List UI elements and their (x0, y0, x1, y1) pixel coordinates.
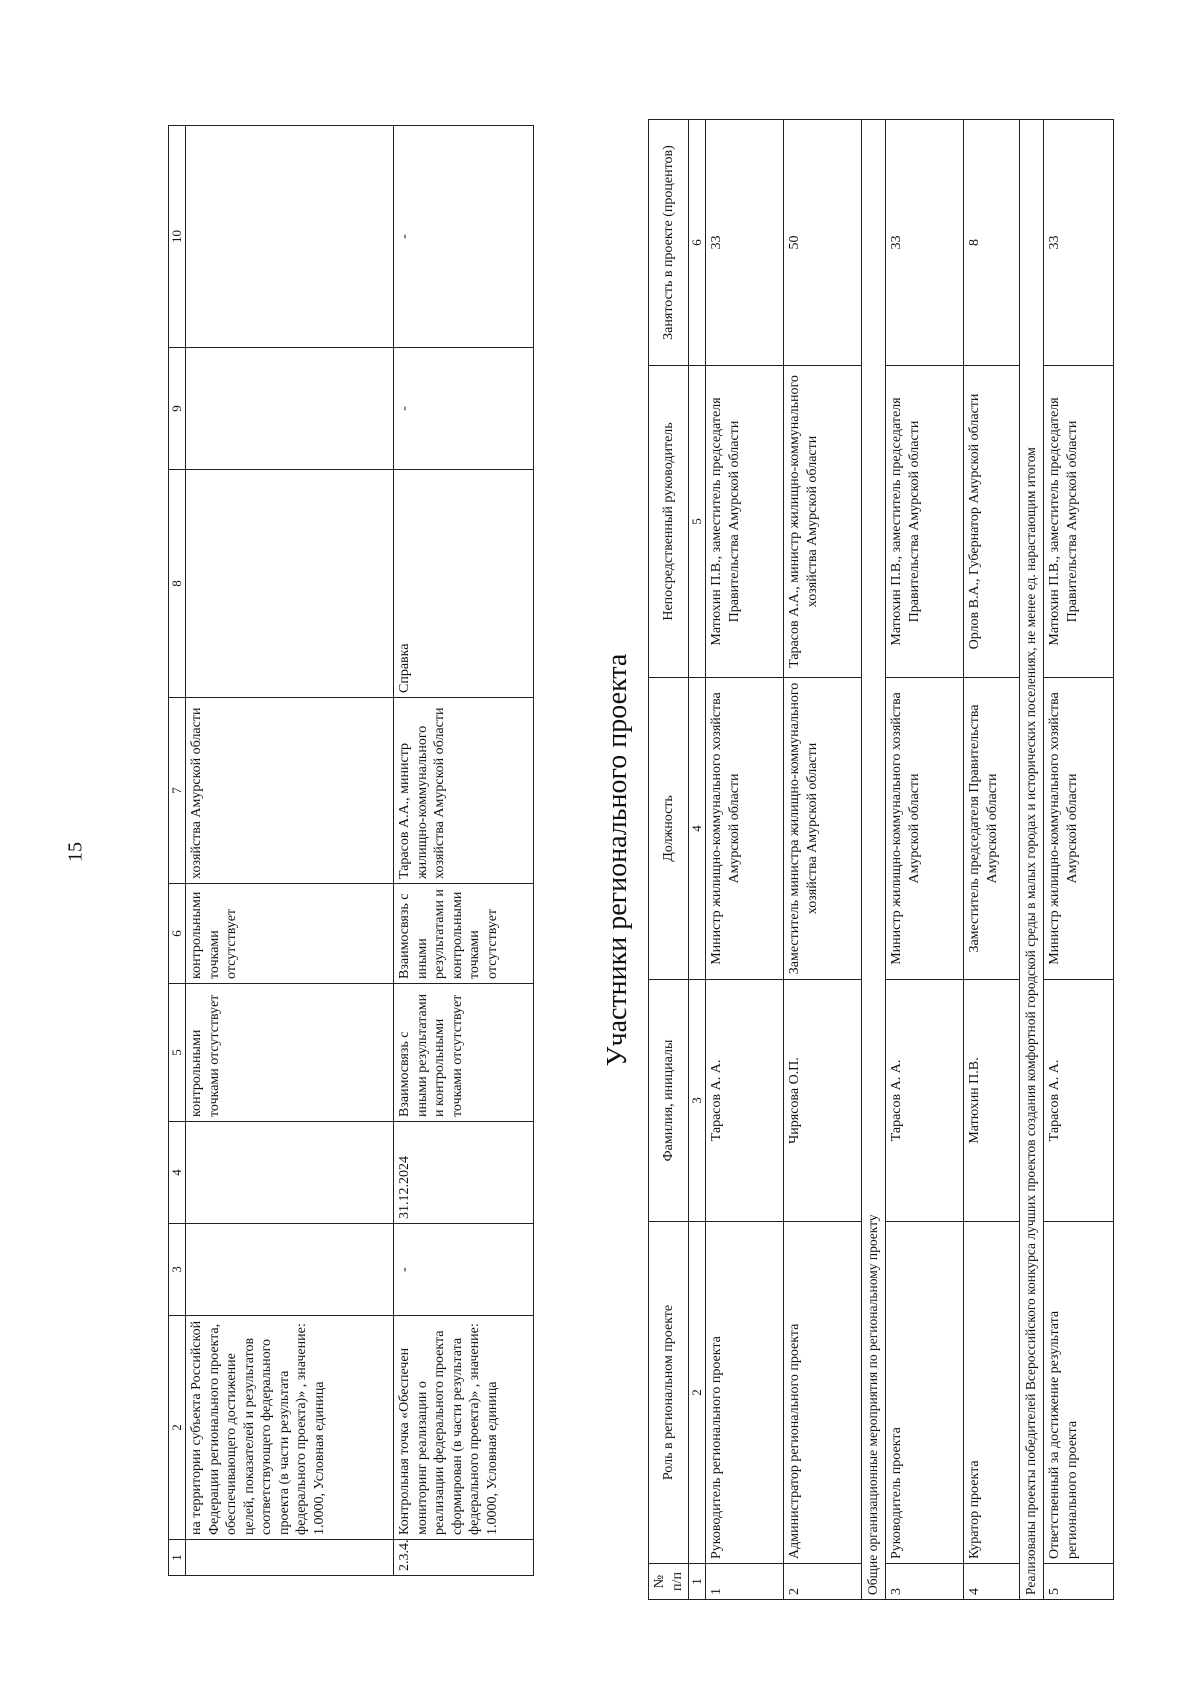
column-number-row (689, 120, 706, 1600)
name-cell: Матюхин П.В. (964, 980, 1020, 1222)
name-cell: Тарасов А. А. (886, 980, 964, 1222)
col-num-7: 7 (169, 698, 186, 884)
cell-c3 (186, 1224, 394, 1316)
table-row (186, 126, 394, 1576)
header-role: Роль в региональном проекте (649, 1222, 689, 1564)
manager-cell: Матюхин П.В., заместитель председателя Правительства Амурской области (706, 366, 784, 678)
row-number (186, 1540, 394, 1576)
result-description: Контрольная точка «Обеспечен мониторинг реализации о реализации федерального проекта сформирован (в части результата федерального проекта)» , значение: 1.0000, Условная единица (394, 1316, 534, 1540)
col-num-8: 8 (169, 470, 186, 698)
load-cell: 33 (1044, 120, 1114, 366)
role-cell: Администратор регионального проекта (784, 1222, 862, 1564)
row-number: 2.3.4. (394, 1540, 534, 1576)
position-cell: Заместитель председателя Правительства Амурской области (964, 678, 1020, 980)
table-row (1044, 120, 1114, 1600)
name-cell: Чирясова О.П. (784, 980, 862, 1222)
row-number: 4 (964, 1564, 1020, 1600)
header-num: № п/п (649, 1564, 689, 1600)
col-num-10: 10 (169, 126, 186, 348)
table-row (964, 120, 1020, 1600)
section-title: Общие организационные мероприятия по региональному проекту (862, 120, 886, 1600)
cell-c10: - (394, 126, 534, 348)
col-num-3: 3 (689, 980, 706, 1222)
name-cell: Тарасов А. А. (706, 980, 784, 1222)
header-row (649, 120, 689, 1600)
cell-c6: Взаимосвязь с иными результатами и контрольными точками отсутствует (394, 884, 534, 984)
load-cell: 33 (706, 120, 784, 366)
continued-results-table (168, 125, 534, 1576)
row-number: 3 (886, 1564, 964, 1600)
position-cell: Министр жилищно-коммунального хозяйства Амурской области (886, 678, 964, 980)
col-num-2: 2 (169, 1316, 186, 1540)
manager-cell: Матюхин П.В., заместитель председателя Правительства Амурской области (886, 366, 964, 678)
header-position: Должность (649, 678, 689, 980)
header-load: Занятость в проекте (процентов) (649, 120, 689, 366)
position-cell: Заместитель министра жилищно-коммунального хозяйства Амурской области (784, 678, 862, 980)
cell-c5: контрольными точками отсутствует (186, 984, 394, 1122)
cell-c9: - (394, 348, 534, 470)
participants-block (588, 120, 1128, 1600)
header-manager: Непосредственный руководитель (649, 366, 689, 678)
table-row (394, 126, 534, 1576)
manager-cell: Орлов В.А., Губернатор Амурской области (964, 366, 1020, 678)
col-num-5: 5 (689, 366, 706, 678)
continued-results-table-block (168, 126, 568, 1576)
section-row (862, 120, 886, 1600)
load-cell: 33 (886, 120, 964, 366)
cell-c10 (186, 126, 394, 348)
cell-c4: 31.12.2024 (394, 1122, 534, 1224)
section-title: Реализованы проекты победителей Всероссийского конкурса лучших проектов создания комфортной городской среды в малых городах и исторических поселениях, не менее ед. нарастающим итогом (1020, 120, 1044, 1600)
col-num-1: 1 (689, 1564, 706, 1600)
load-cell: 8 (964, 120, 1020, 366)
cell-c7: Тарасов А.А., министр жилищно-коммунального хозяйства Амурской области (394, 698, 534, 884)
row-number: 2 (784, 1564, 862, 1600)
position-cell: Министр жилищно-коммунального хозяйства Амурской области (1044, 678, 1114, 980)
row-number: 5 (1044, 1564, 1114, 1600)
table-row (784, 120, 862, 1600)
role-cell: Ответственный за достижение результата регионального проекта (1044, 1222, 1114, 1564)
position-cell: Министр жилищно-коммунального хозяйства Амурской области (706, 678, 784, 980)
cell-c4 (186, 1122, 394, 1224)
col-num-3: 3 (169, 1224, 186, 1316)
row-number: 1 (706, 1564, 784, 1600)
cell-c6: контрольными точками отсутствует (186, 884, 394, 984)
section-row (1020, 120, 1044, 1600)
name-cell: Тарасов А. А. (1044, 980, 1114, 1222)
col-num-4: 4 (689, 678, 706, 980)
result-description: на территории субъекта Российской Федерации регионального проекта, обеспечивающего достижение целей, показателей и результатов соответствующего федерального проекта (в части результата федерального проекта)» , значение: 1.0000, Условная единица (186, 1316, 394, 1540)
cell-c8 (186, 470, 394, 698)
cell-c7: хозяйства Амурской области (186, 698, 394, 884)
column-number-row (169, 126, 186, 1576)
page-number: 15 (64, 842, 87, 862)
col-num-4: 4 (169, 1122, 186, 1224)
col-num-6: 6 (169, 884, 186, 984)
manager-cell: Тарасов А.А., министр жилищно-коммунального хозяйства Амурской области (784, 366, 862, 678)
col-num-6: 6 (689, 120, 706, 366)
role-cell: Куратор проекта (964, 1222, 1020, 1564)
load-cell: 50 (784, 120, 862, 366)
header-name: Фамилия, инициалы (649, 980, 689, 1222)
manager-cell: Матюхин П.В., заместитель председателя Правительства Амурской области (1044, 366, 1114, 678)
role-cell: Руководитель проекта (886, 1222, 964, 1564)
col-num-2: 2 (689, 1222, 706, 1564)
col-num-1: 1 (169, 1540, 186, 1576)
participants-title: Участники регионального проекта (602, 653, 633, 1067)
col-num-5: 5 (169, 984, 186, 1122)
col-num-9: 9 (169, 348, 186, 470)
cell-c8: Справка (394, 470, 534, 698)
table-row (886, 120, 964, 1600)
participants-table (648, 119, 1114, 1600)
table-row (706, 120, 784, 1600)
role-cell: Руководитель регионального проекта (706, 1222, 784, 1564)
cell-c3: - (394, 1224, 534, 1316)
cell-c9 (186, 348, 394, 470)
cell-c5: Взаимосвязь с иными результатами и контрольными точками отсутствует (394, 984, 534, 1122)
